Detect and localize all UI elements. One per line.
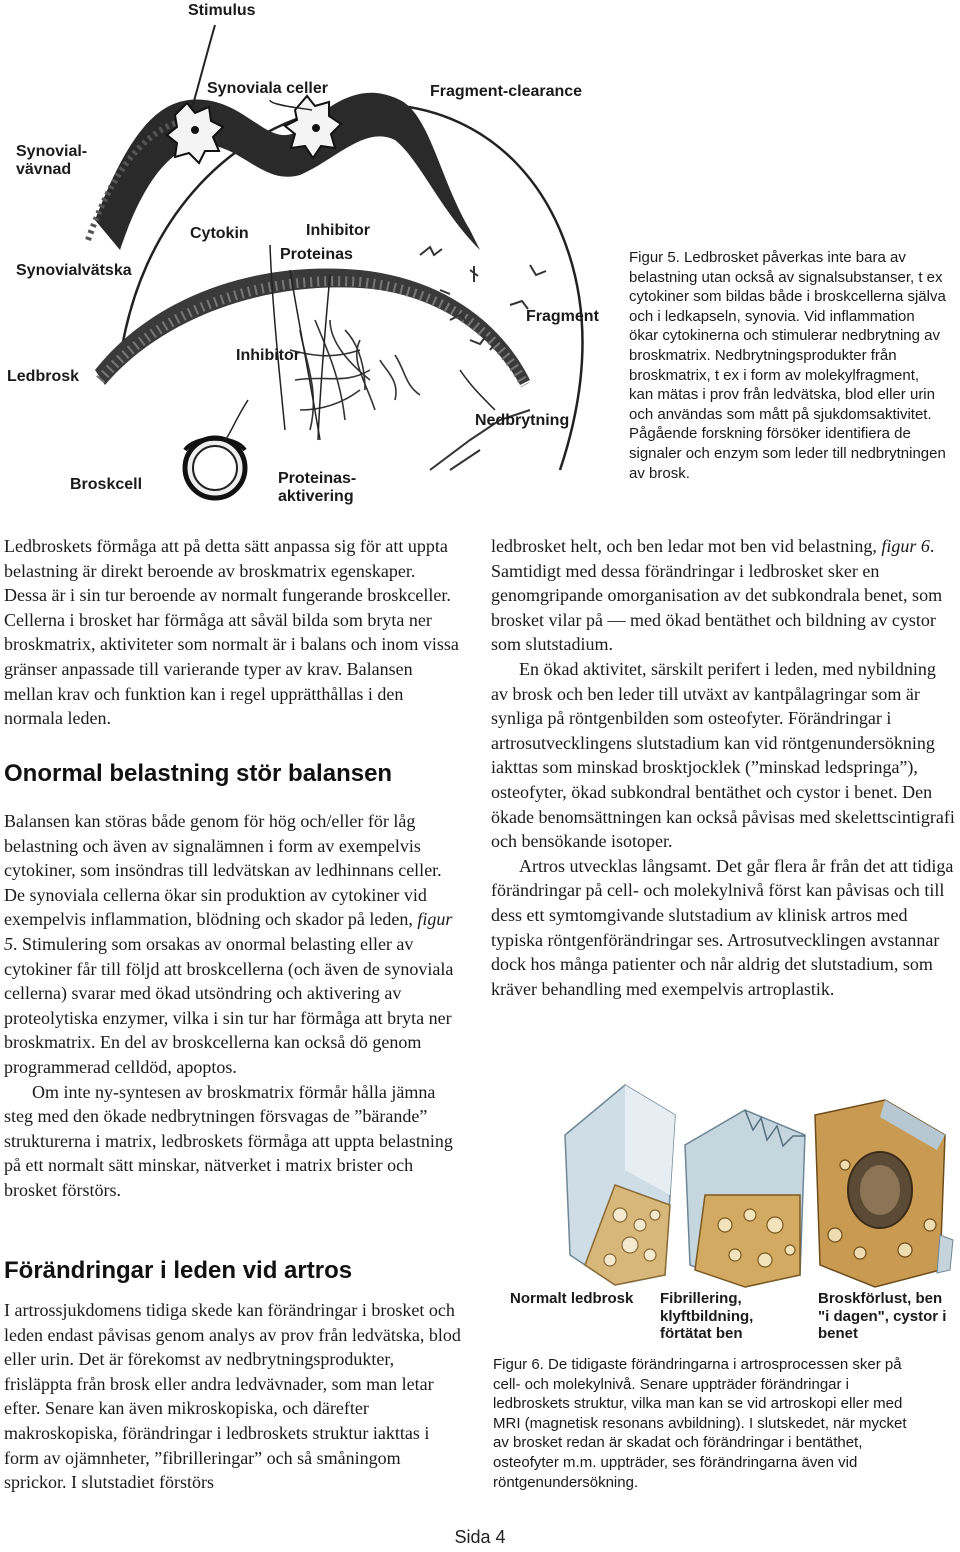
stage-label-normal: Normalt ledbrosk [510, 1290, 634, 1307]
label-fragment: Fragment [526, 308, 599, 325]
paragraph: Balansen kan störas både genom för hög och/eller för låg belastning och även av signalämnen i form av exempelvis cytokiner, som insöndras till ledvätskan av ledhinnans celler. De synoviala cellerna ökar sin produktion av cytokiner vid exempelvis inflammation, blödning och skador på leden, figur 5. Stimulering som orsakas av onormal belasting eller av cytokiner får till följd att broskcellerna (och även de synoviala cellerna) svarar med ökad utsöndring och aktivering av proteolytiska enzymer, vilka i sin tur har förmåga att bryta ner broskmatrix. En del av broskcellerna kan också dö genom programmerad celldöd, apoptos. [4, 811, 454, 1077]
label-proteinasaktivering-2: aktivering [278, 488, 354, 505]
label-proteinas: Proteinas [280, 246, 353, 263]
paragraph: Artros utvecklas långsamt. Det går flera år från det att tidiga förändringar på cell- och molekylnivå först kan påvisas och till dess ett symtomgivande slutstadium av klinisk artros med typiska röntgenförändringar ses. Artrosutvecklingen avstannar dock hos många patienter och når aldrig det slutstadium, som kräver behandling med exempelvis artroplastik. [491, 855, 954, 999]
figure-5-caption: Figur 5. Ledbrosket påverkas inte bara av belastning utan också av signalsubstanser, t ex cytokiner som bildas både i broskcellerna själva och i ledkapseln, synovia. Vid inflammation ökar cytokinerna och stimulerar nedbrytning av broskmatrix. Nedbrytningsprodukter från broskmatrix, t ex i form av molekylfragment, kan mätas i prov från ledvätska, blod eller urin och användas som mått på sjukdomsaktivitet. Pågående forskning försöker identifiera de signaler och enzym som leder till nedbrytningen av brosk. [629, 249, 946, 482]
label-nedbrytning: Nedbrytning [475, 412, 570, 429]
label-synovialvatska: Synovialvätska [16, 262, 132, 279]
chondrocyte [185, 438, 245, 498]
label-synovialvavnad-1: Synovial- [16, 143, 88, 160]
fibrillated-cartilage-block [685, 1110, 805, 1287]
page-number: Sida 4 [454, 1527, 506, 1547]
label-cytokin: Cytokin [190, 225, 249, 242]
figure-reference: figur 5 [4, 909, 453, 954]
label-synoviala-celler: Synoviala celler [207, 80, 328, 97]
label-inhibitor-mid: Inhibitor [236, 347, 300, 364]
cartilage-loss-block [815, 1100, 953, 1287]
label-inhibitor-top: Inhibitor [306, 222, 370, 239]
label-synovialvavnad-2: vävnad [16, 161, 72, 178]
paragraph: I artrossjukdomens tidiga skede kan förändringar i brosket och leden endast påvisas genom analys av prov från ledvätska, blod eller urin. Det är förekomst av nedbrytningsprodukter, frisläppta från brosk eller andra ledvävnader, som man letar efter. Senare kan även mikroskopiska, och därefter makroskopiska, förändringar i ledbroskets struktur iakttas i form av ojämnheter, ”fibrilleringar” och så småningom sprickor. I slutstadiet förstörs [4, 1300, 461, 1493]
stage-label-broskforlust: Broskförlust, ben "i dagen", cystor i benet [818, 1290, 947, 1342]
left-column-top [4, 534, 462, 731]
paragraph: Ledbroskets förmåga att på detta sätt anpassa sig för att uppta belastning är direkt beroende av broskmatrix egenskaper. Dessa är i sin tur beroende av normalt fungerande broskceller. Cellerna i brosket har förmåga att såväl bilda som bryta ner broskmatrix, aktiviteter som normalt är i balans och inom vissa gränser anpassade till varierande typer av krav. Balansen mellan krav och funktion kan i regel upprätthållas i den normala leden. [4, 536, 459, 729]
stage-label-fibrillering: Fibrillering, klyftbildning, förtätat ben [660, 1290, 754, 1342]
label-fragment-clearance: Fragment-clearance [430, 83, 583, 100]
label-proteinasaktivering-1: Proteinas- [278, 470, 357, 487]
right-column [491, 534, 957, 1001]
paragraph: ledbrosket helt, och ben ledar mot ben vid belastning, figur 6. Samtidigt med dessa förändringar i ledbrosket sker en genomgripande omorganisation av det subkondrala benet, som brosket vilar på — med ökad bentäthet och bildning av cystor som slutstadium. [491, 536, 943, 655]
left-column-bottom [4, 1298, 462, 1495]
heading-onormal-belastning: Onormal belastning stör balansen [4, 760, 393, 787]
paragraph: Om inte ny-syntesen av broskmatrix förmår hålla jämna steg med den ökade nedbrytningen försvagas de ”bärande” strukturerna i matrix, ledbroskets förmåga att uppta belastning på ett normalt sätt minskar, nätverket i matrix brister och brosket förstörs. [4, 1081, 453, 1200]
left-column-mid [4, 809, 462, 1203]
cartilage-stages-illustration [545, 1075, 955, 1290]
label-stimulus: Stimulus [188, 2, 256, 19]
paragraph: En ökad aktivitet, särskilt perifert i leden, med nybildning av brosk och ben leder till utväxt av kantpålagringar som är synliga på röntgenbilden som osteofyter. Förändringar i artrosutvecklingens slutstadium kan vid röntgenundersökning iakttas som minskad brosktjocklek (”minskad ledspringa”), osteofyter, ökad subkondral bentäthet och cystor i benet. Den ökade benomsättningen kan också påvisas med skelettscintigrafi och bensökande isotoper. [491, 658, 955, 852]
figure-6-caption: Figur 6. De tidigaste förändringarna i artrosprocessen sker på cell- och molekylnivå. Senare uppträder förändringar i ledbroskets struktur, vilka man kan se vid artroskopi eller med MRI (magnetisk resonans avbildning). I slutskedet, när mycket av brosket redan är skadat och förändringar i bentäthet, osteofyter m.m. uppträder, ses förändringarna även vid röntgenundersökning. [493, 1356, 907, 1491]
label-ledbrosk: Ledbrosk [7, 368, 80, 385]
normal-cartilage-block [565, 1085, 675, 1285]
figure-reference: figur 6 [881, 536, 930, 556]
label-broskcell: Broskcell [70, 476, 143, 493]
fragments [420, 247, 546, 470]
heading-forandringar-i-leden: Förändringar i leden vid artros [4, 1257, 353, 1284]
